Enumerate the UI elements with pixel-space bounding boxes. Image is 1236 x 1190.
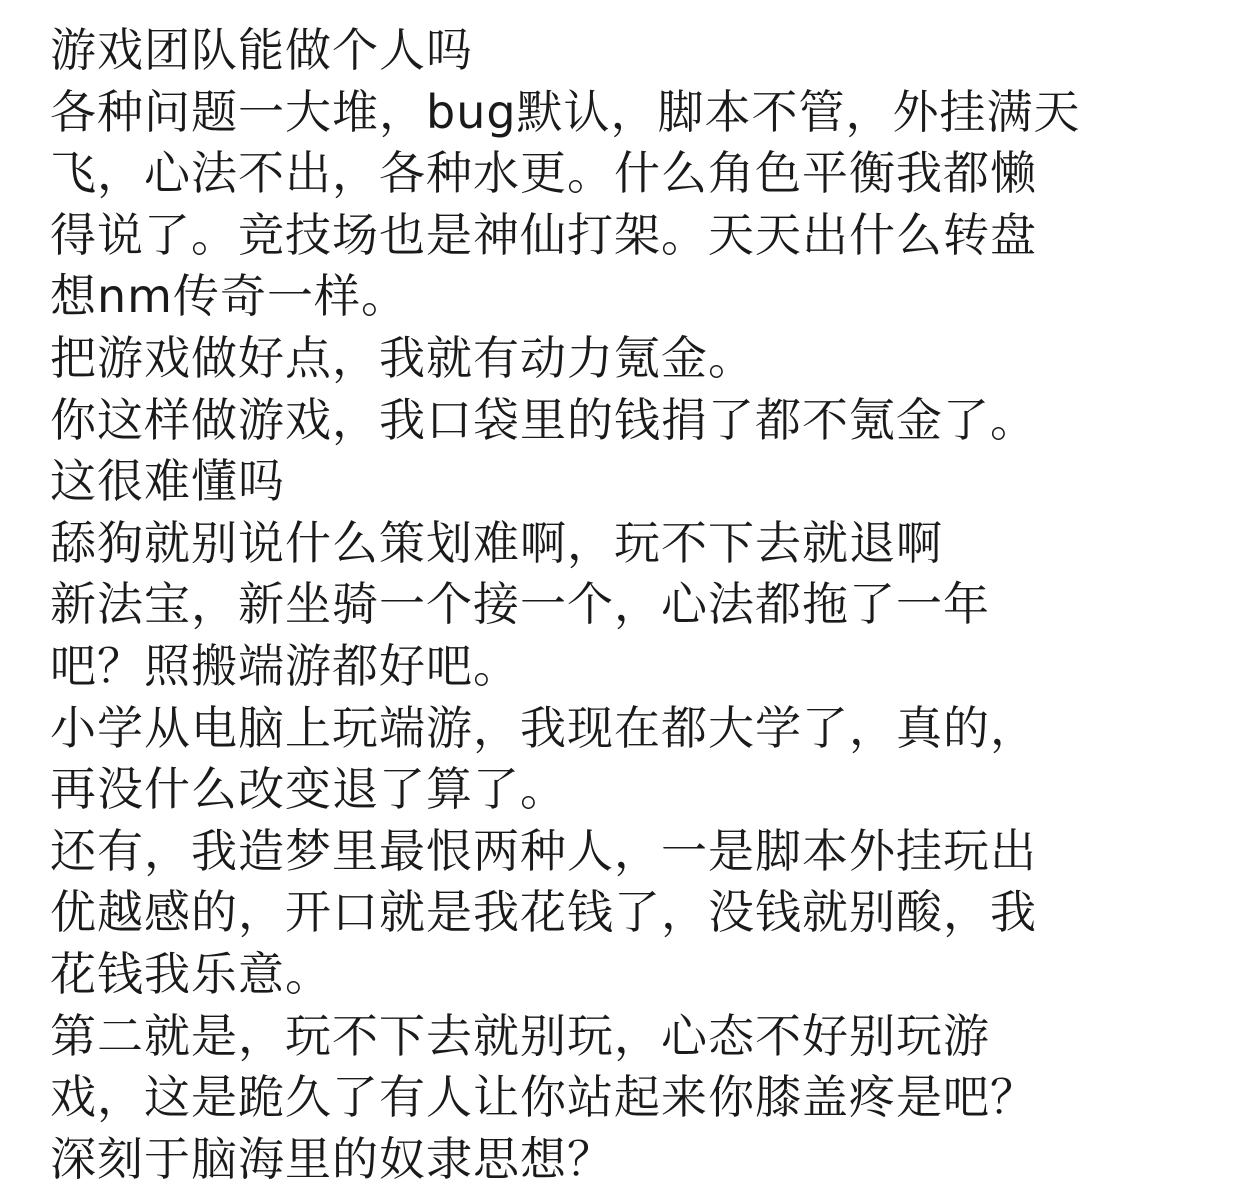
post-line: 把游戏做好点，我就有动力氪金。: [50, 330, 755, 385]
post-line: 第二就是，玩不下去就别玩，心态不好别玩游: [50, 1008, 990, 1063]
post-line: 戏，这是跪久了有人让你站起来你膝盖疼是吧？: [50, 1070, 1037, 1125]
post-line: 你这样做游戏，我口袋里的钱捐了都不氪金了。: [50, 392, 1037, 447]
post-line: 舔狗就别说什么策划难啊，玩不下去就退啊: [50, 515, 943, 570]
post-line: 想nm传奇一样。: [50, 269, 408, 324]
post-line: 吧？照搬端游都好吧。: [50, 638, 520, 693]
post-line: 这很难懂吗: [50, 454, 285, 509]
post-line: 小学从电脑上玩端游，我现在都大学了，真的，: [50, 700, 1037, 755]
post-body: [50, 20, 1190, 1190]
post-line: 飞，心法不出，各种水更。什么角色平衡我都懒: [50, 146, 1037, 201]
post-line: 花钱我乐意。: [50, 946, 332, 1001]
post-line: 深刻于脑海里的奴隶思想？: [50, 1131, 614, 1186]
post-line: 还有，我造梦里最恨两种人，一是脚本外挂玩出: [50, 823, 1037, 878]
post-line: 游戏团队能做个人吗: [50, 23, 473, 77]
post-line: 新法宝，新坐骑一个接一个，心法都拖了一年: [50, 577, 990, 632]
post-line: 再没什么改变退了算了。: [50, 762, 567, 817]
post-line: 各种问题一大堆，bug默认，脚本不管，外挂满天: [50, 84, 1081, 139]
post-line: 得说了。竞技场也是神仙打架。天天出什么转盘: [50, 207, 1037, 262]
post-line: 优越感的，开口就是我花钱了，没钱就别酸，我: [50, 885, 1037, 940]
